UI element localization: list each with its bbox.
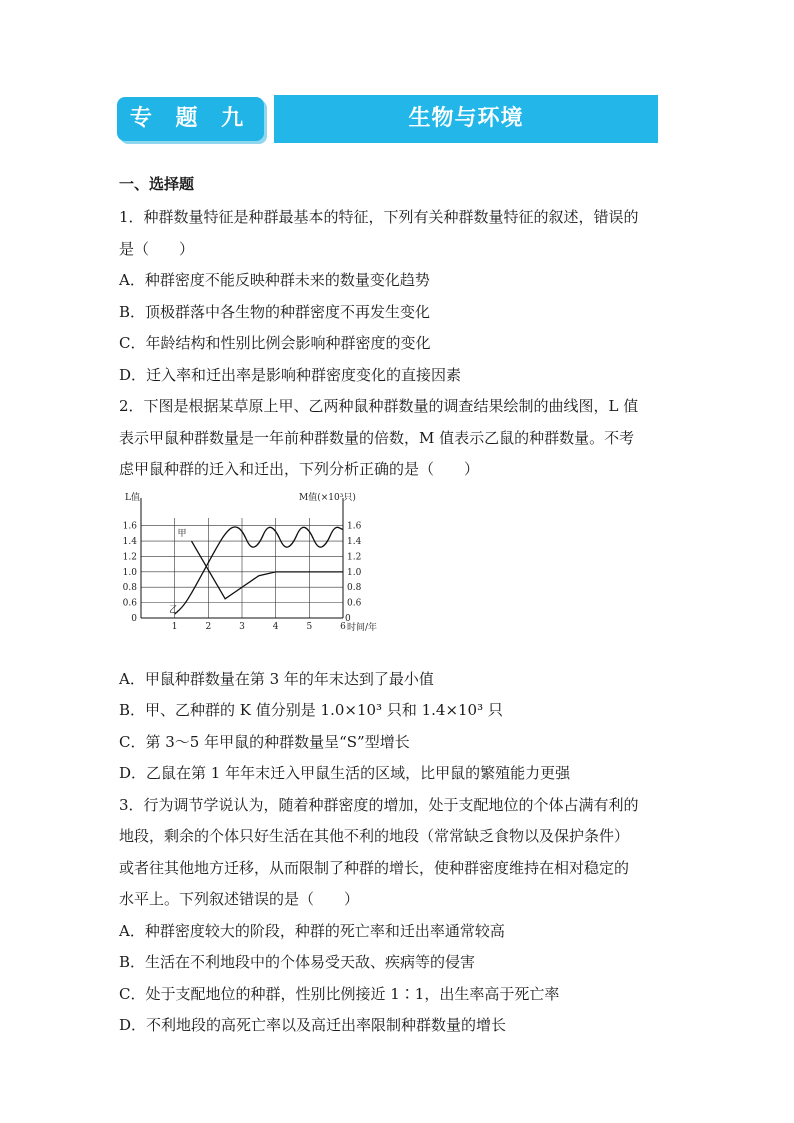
topic-title: 生物与环境 (274, 95, 658, 143)
question-stem-line: 2．下图是根据某草原上甲、乙两种鼠种群数量的调查结果绘制的曲线图，L 值 (119, 397, 639, 415)
x-tick-label: 6 (340, 621, 346, 632)
series-line-jia (192, 541, 344, 599)
question-stem-line: 3．行为调节学说认为，随着种群密度的增加，处于支配地位的个体占满有利的 (119, 795, 639, 814)
question-2 (119, 391, 679, 790)
question-stem-line: 虑甲鼠种群的迁入和迁出，下列分析正确的是（ ） (119, 460, 480, 478)
y-axis-title-right: M值(×10³只) (299, 492, 356, 503)
x-tick-label: 5 (306, 621, 313, 632)
option-b[interactable]: B．生活在不利地段中的个体易受天敌、疾病等的侵害 (119, 953, 476, 971)
question-stem-line: 表示甲鼠种群数量是一年前种群数量的倍数，M 值表示乙鼠的种群数量。不考 (119, 428, 635, 447)
option-c[interactable]: C．第 3～5 年甲鼠的种群数量呈“S”型增长 (119, 732, 410, 751)
question-stem-line: 水平上。下列叙述错误的是（ ） (119, 890, 360, 908)
population-chart (119, 490, 679, 640)
document-body (119, 172, 679, 1042)
x-tick-label: 2 (205, 621, 212, 632)
y-tick-label-right: 0.8 (347, 582, 362, 593)
y-tick-label-left: 1.6 (122, 521, 137, 532)
option-d[interactable]: D．迁入率和迁出率是影响种群密度变化的直接因素 (119, 365, 462, 384)
chart-svg (119, 490, 419, 640)
section-title: 一、选择题 (119, 175, 195, 193)
question-stem-line: 或者往其他地方迁移，从而限制了种群的增长，使种群密度维持在相对稳定的 (119, 858, 630, 877)
question-stem-line: 地段，剩余的个体只好生活在其他不利的地段（常常缺乏食物以及保护条件） (119, 827, 630, 845)
x-origin-label: 0 (345, 613, 351, 624)
y-tick-label-left: 1.2 (122, 551, 137, 562)
series-line-yi (175, 526, 343, 613)
y-tick-label-left: 1.0 (122, 567, 137, 578)
topic-badge: 专 题 九 (117, 97, 264, 141)
series-label: 甲 (177, 528, 187, 539)
y-origin-label: 0 (131, 613, 137, 624)
question-3 (119, 790, 679, 1042)
option-b[interactable]: B．顶极群落中各生物的种群密度不再发生变化 (119, 302, 431, 321)
option-a[interactable]: A．甲鼠种群数量在第 3 年的年末达到了最小值 (119, 669, 434, 688)
x-tick-label: 3 (239, 621, 245, 632)
y-tick-label-left: 1.4 (122, 536, 137, 547)
question-stem-line: 是（ ） (119, 239, 195, 258)
option-c[interactable]: C．年龄结构和性别比例会影响种群密度的变化 (119, 334, 431, 352)
y-tick-label-right: 0.6 (347, 598, 362, 609)
x-axis-title: 时间/年 (347, 622, 378, 633)
x-tick-label: 1 (171, 621, 178, 632)
x-tick-label: 4 (272, 621, 279, 632)
option-c[interactable]: C．处于支配地位的种群，性别比例接近 1∶1，出生率高于死亡率 (119, 984, 560, 1003)
y-tick-label-right: 1.0 (347, 567, 362, 578)
option-b[interactable]: B．甲、乙种群的 K 值分别是 1.0×10³ 只和 1.4×10³ 只 (119, 701, 503, 719)
question-1 (119, 202, 679, 391)
y-tick-label-left: 0.8 (122, 582, 137, 593)
option-d[interactable]: D．不利地段的高死亡率以及高迁出率限制种群数量的增长 (119, 1016, 507, 1034)
y-tick-label-right: 1.4 (347, 536, 362, 547)
y-tick-label-left: 0.6 (122, 598, 137, 609)
option-a[interactable]: A．种群密度不能反映种群未来的数量变化趋势 (119, 271, 430, 289)
option-a[interactable]: A．种群密度较大的阶段，种群的死亡率和迁出率通常较高 (119, 921, 505, 940)
y-tick-label-right: 1.2 (347, 551, 362, 562)
y-axis-title-left: L值 (125, 492, 140, 503)
series-label: 乙 (169, 604, 179, 615)
question-stem-line: 1．种群数量特征是种群最基本的特征，下列有关种群数量特征的叙述，错误的 (119, 208, 639, 226)
y-tick-label-right: 1.6 (347, 521, 362, 532)
option-d[interactable]: D．乙鼠在第 1 年年末迁入甲鼠生活的区域，比甲鼠的繁殖能力更强 (119, 764, 571, 782)
